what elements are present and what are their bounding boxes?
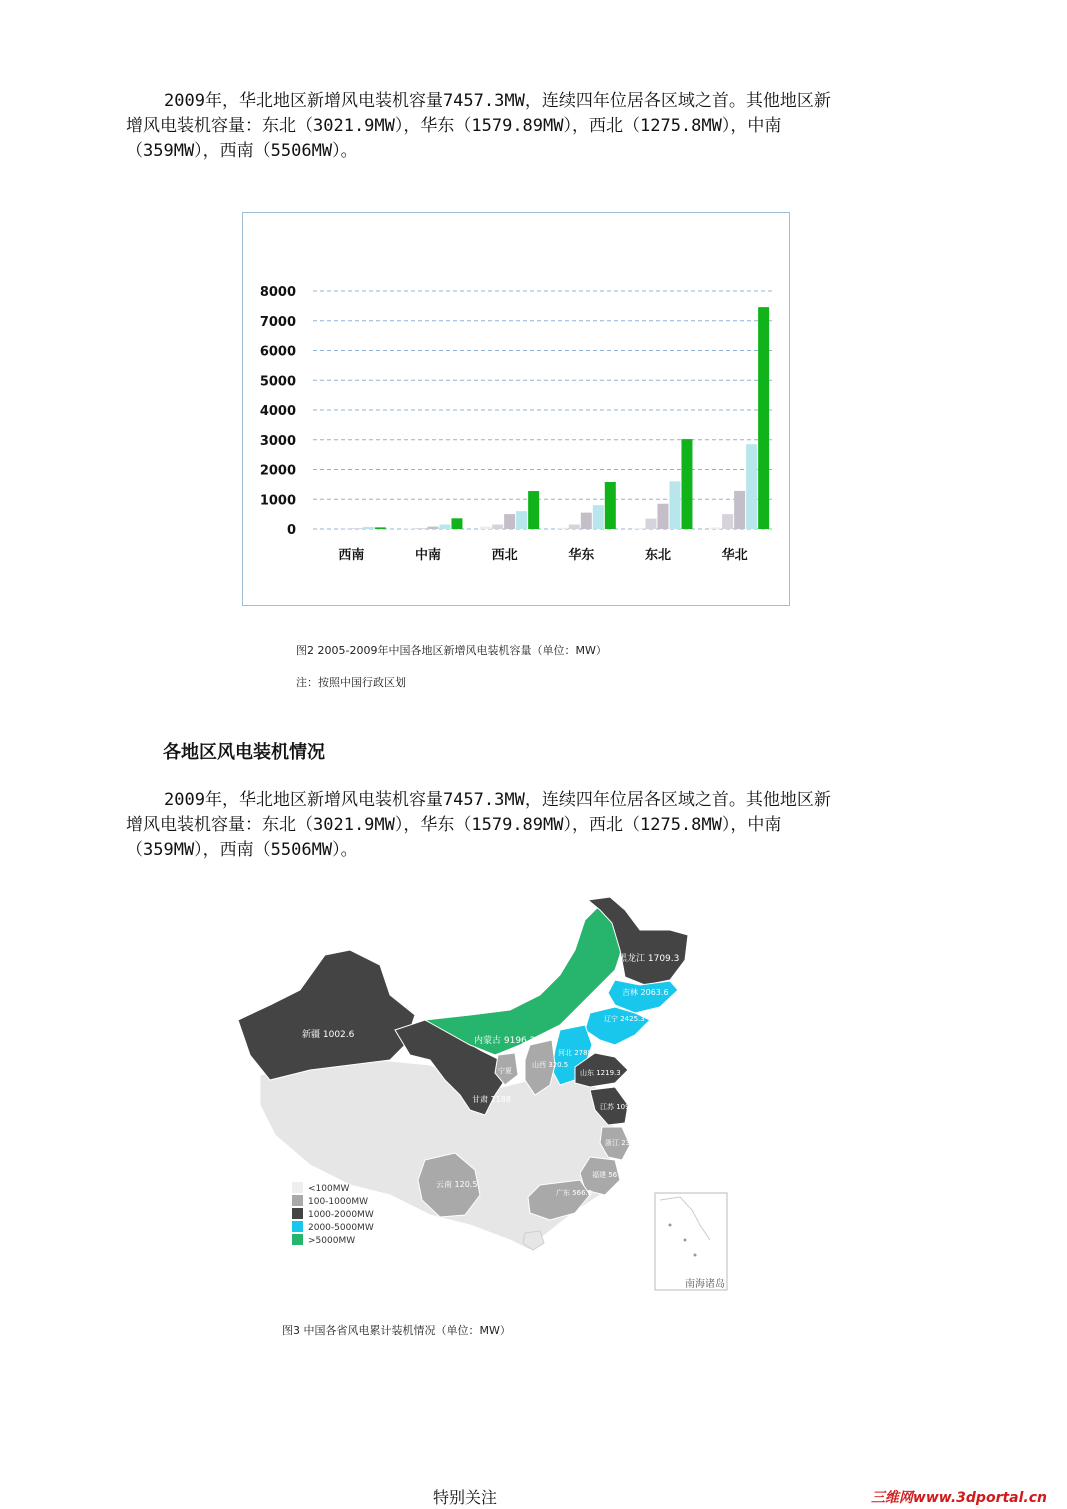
- legend-label: 1000-2000MW: [308, 1210, 374, 1220]
- figure2-note: 注：按照中国行政区划: [296, 676, 406, 689]
- bar: [569, 525, 580, 529]
- bar: [504, 514, 515, 529]
- x-tick-label: 中南: [414, 548, 442, 563]
- map-label-ningxia: 宁夏: [498, 1067, 512, 1075]
- bar: [758, 307, 769, 529]
- bar: [734, 491, 745, 529]
- bar: [722, 514, 733, 529]
- map-label-xinjiang: 新疆 1002.6: [302, 1030, 355, 1040]
- bar: [363, 527, 374, 529]
- map-label-zhejiang: 浙江 234.2: [605, 1139, 642, 1147]
- y-tick-label: 7000: [259, 314, 296, 330]
- map-label-guangdong: 广东 566.3: [556, 1189, 593, 1197]
- bar: [451, 518, 462, 529]
- intro-paragraph: [126, 89, 906, 164]
- legend-swatch: [292, 1234, 303, 1245]
- inset-islands: [684, 1239, 687, 1242]
- y-tick-label: 5000: [259, 374, 296, 390]
- map-legend: [292, 1182, 374, 1246]
- bar: [605, 482, 616, 529]
- map-label-yunnan: 云南 120.5: [436, 1180, 478, 1189]
- inset-islands: [694, 1254, 697, 1257]
- bar: [657, 504, 668, 529]
- legend-label: 100-1000MW: [308, 1197, 368, 1207]
- bar: [415, 528, 426, 529]
- bar: [516, 511, 527, 529]
- watermark: 三维网www.3dportal.cn: [870, 1490, 1047, 1506]
- y-tick-label: 2000: [259, 463, 296, 479]
- x-tick-label: 西北: [491, 548, 518, 563]
- inset-frame: [655, 1193, 727, 1290]
- map-label-heilongjiang: 黑龙江 1709.3: [618, 954, 680, 964]
- map-label-shanxi: 山西 320.5: [532, 1061, 569, 1069]
- bar: [681, 439, 692, 529]
- legend-swatch: [292, 1221, 303, 1232]
- legend-label: 2000-5000MW: [308, 1223, 374, 1233]
- paragraph-line: （359MW），西南（5506MW）。: [126, 840, 358, 860]
- south-china-sea-inset: [655, 1193, 727, 1290]
- section-heading: 各地区风电装机情况: [163, 742, 325, 763]
- legend-label: <100MW: [308, 1184, 350, 1194]
- bar: [581, 513, 592, 529]
- bar: [710, 528, 721, 529]
- x-tick-label: 西南: [338, 548, 365, 563]
- legend-swatch: [292, 1195, 303, 1206]
- paragraph-line: 2009年，华北地区新增风电装机容量7457.3MW，连续四年位居各区域之首。其他地区新: [164, 91, 831, 111]
- bar: [645, 519, 656, 529]
- bar-chart-frame: [242, 212, 790, 606]
- legend-label: >5000MW: [308, 1236, 356, 1246]
- bar: [669, 481, 680, 529]
- y-tick-label: 8000: [259, 285, 296, 300]
- bar: [480, 527, 491, 529]
- region-xinjiang: [238, 950, 415, 1080]
- section-paragraph: [126, 788, 906, 863]
- map-label-shandong: 山东 1219.3: [580, 1069, 621, 1077]
- map-label-liaoning: 辽宁 2425.3: [604, 1015, 645, 1023]
- paragraph-line: 2009年，华北地区新增风电装机容量7457.3MW，连续四年位居各区域之首。其他地区新: [164, 790, 831, 810]
- y-tick-label: 4000: [259, 404, 296, 419]
- bar: [746, 444, 757, 529]
- bar: [633, 528, 644, 529]
- paragraph-line: （359MW），西南（5506MW）。: [126, 141, 358, 161]
- legend-swatch: [292, 1182, 303, 1193]
- map-label-jilin: 吉林 2063.6: [622, 988, 669, 997]
- inset-label: 南海诸岛: [685, 1279, 725, 1290]
- china-wind-map: [230, 895, 730, 1300]
- bar: [375, 527, 386, 529]
- x-tick-label: 华东: [568, 548, 595, 563]
- bar: [593, 505, 604, 529]
- y-tick-label: 3000: [259, 433, 296, 449]
- y-tick-label: 0: [286, 523, 296, 538]
- map-label-hebei: 河北 2788: [558, 1049, 593, 1057]
- region-base: [260, 1060, 615, 1250]
- bar: [351, 528, 362, 529]
- page-footer: 特别关注: [433, 1488, 498, 1507]
- y-tick-label: 6000: [259, 344, 296, 360]
- map-label-neimenggu: 内蒙古 9196.2: [474, 1036, 536, 1046]
- map-label-jiangsu: 江苏 1097: [600, 1103, 635, 1111]
- y-tick-label: 1000: [259, 493, 296, 509]
- x-tick-label: 东北: [644, 548, 672, 563]
- figure3-caption: 图3 中国各省风电累计装机情况（单位：MW）: [282, 1324, 511, 1337]
- legend-swatch: [292, 1208, 303, 1219]
- x-tick-label: 华北: [721, 548, 748, 563]
- region-liaoning: [585, 1007, 650, 1045]
- map-label-fujian: 福建 567.3: [592, 1171, 629, 1179]
- paragraph-line: 增风电装机容量：东北（3021.9MW），华东（1579.89MW），西北（1275.8MW），中南: [126, 815, 782, 835]
- inset-islands: [669, 1224, 672, 1227]
- bar: [557, 528, 568, 529]
- figure2-caption: 图2 2005-2009年中国各地区新增风电装机容量（单位：MW）: [296, 644, 607, 657]
- bar: [492, 525, 503, 529]
- bar-chart: [243, 213, 789, 605]
- bar: [427, 527, 438, 529]
- bar: [528, 491, 539, 529]
- map-label-gansu: 甘肃 1188: [472, 1095, 511, 1104]
- bar: [439, 525, 450, 529]
- china-map-svg: [230, 895, 730, 1300]
- paragraph-line: 增风电装机容量：东北（3021.9MW），华东（1579.89MW），西北（1275.8MW），中南: [126, 116, 782, 136]
